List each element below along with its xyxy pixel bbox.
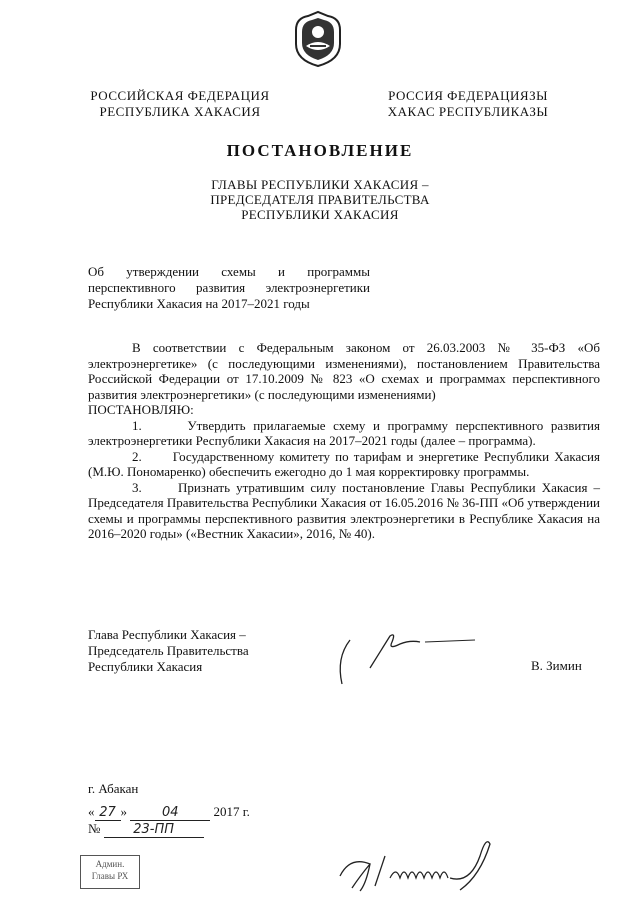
header-left-line2: РЕСПУБЛИКА ХАКАСИЯ bbox=[99, 104, 261, 119]
body-intro: В соответствии с Федеральным законом от 26.03.2003 № 35-ФЗ «Об электроэнергетике» (с последующими изменениями), постановлением Правительства Российской Федерации от 17.10.2009 № 823 «О схемах и программах перспективного развития электроэнергетики» (с последующими изменениями) bbox=[88, 340, 600, 402]
date-day: 27 bbox=[95, 805, 121, 821]
header-right-line2: ХАКАС РЕСПУБЛИКАЗЫ bbox=[387, 104, 549, 119]
registration-stamp bbox=[80, 855, 140, 889]
header-russian-federation bbox=[80, 88, 280, 120]
body-item-2: 2. Государственному комитету по тарифам и энергетике Республики Хакасия (М.Ю. Пономаренко) обеспечить ежегодно до 1 мая корректировку программы. bbox=[88, 448, 600, 479]
header-right-line1: РОССИЯ ФЕДЕРАЦИЯЗЫ bbox=[388, 88, 548, 103]
document-number: 23-ПП bbox=[104, 822, 204, 838]
place-of-issue: г. Абакан bbox=[88, 781, 139, 796]
coat-of-arms-emblem bbox=[290, 10, 346, 68]
handwritten-signature bbox=[330, 628, 480, 688]
document-title: ПОСТАНОВЛЕНИЕ bbox=[226, 141, 414, 160]
date-year: 2017 г. bbox=[213, 804, 250, 819]
position-line: Председатель Правительства bbox=[88, 643, 249, 658]
body-decree: ПОСТАНОВЛЯЮ: bbox=[88, 402, 194, 417]
header-left-line1: РОССИЙСКАЯ ФЕДЕРАЦИЯ bbox=[90, 88, 270, 103]
document-number-line bbox=[88, 821, 204, 838]
date-line: « 27 » 04 2017 г. bbox=[88, 804, 250, 820]
position-line: Республики Хакасия bbox=[88, 659, 203, 674]
body-item-1: 1. Утвердить прилагаемые схему и программу перспективного развития электроэнергетики Республики Хакасия на 2017–2021 годы (далее – программа). bbox=[88, 417, 600, 448]
subject-line: Об утверждении схемы и программы bbox=[88, 264, 370, 279]
subject-line: перспективного развития электроэнергетики bbox=[88, 280, 370, 295]
handwritten-initials bbox=[330, 836, 510, 896]
subtitle-line: ПРЕДСЕДАТЕЛЯ ПРАВИТЕЛЬСТВА bbox=[210, 192, 430, 207]
subtitle-line: ГЛАВЫ РЕСПУБЛИКИ ХАКАСИЯ – bbox=[211, 177, 429, 192]
position-line: Глава Республики Хакасия – bbox=[88, 627, 246, 642]
header-khakas bbox=[368, 88, 568, 120]
subject-line: Республики Хакасия на 2017–2021 годы bbox=[88, 296, 310, 311]
body-item-3: 3. Признать утратившим силу постановление Главы Республики Хакасия – Председателя Правительства Республики Хакасия от 16.05.2016 № 36-ПП «Об утверждении схемы и программы перспективного развития электроэнергетики в Республике Хакасия на 2016–2020 годы» («Вестник Хакасии», 2016, № 40). bbox=[88, 479, 600, 541]
subtitle-line: РЕСПУБЛИКИ ХАКАСИЯ bbox=[241, 207, 399, 222]
stamp-line: Главы РХ bbox=[91, 871, 129, 881]
signatory-name: В. Зимин bbox=[531, 658, 582, 673]
signatory-position bbox=[88, 627, 249, 675]
date-month: 04 bbox=[130, 805, 210, 821]
document-subtitle bbox=[120, 177, 520, 222]
number-prefix: № bbox=[88, 821, 101, 836]
stamp-line: Админ. bbox=[95, 859, 125, 869]
document-subject bbox=[88, 264, 370, 312]
document-body bbox=[88, 340, 600, 542]
